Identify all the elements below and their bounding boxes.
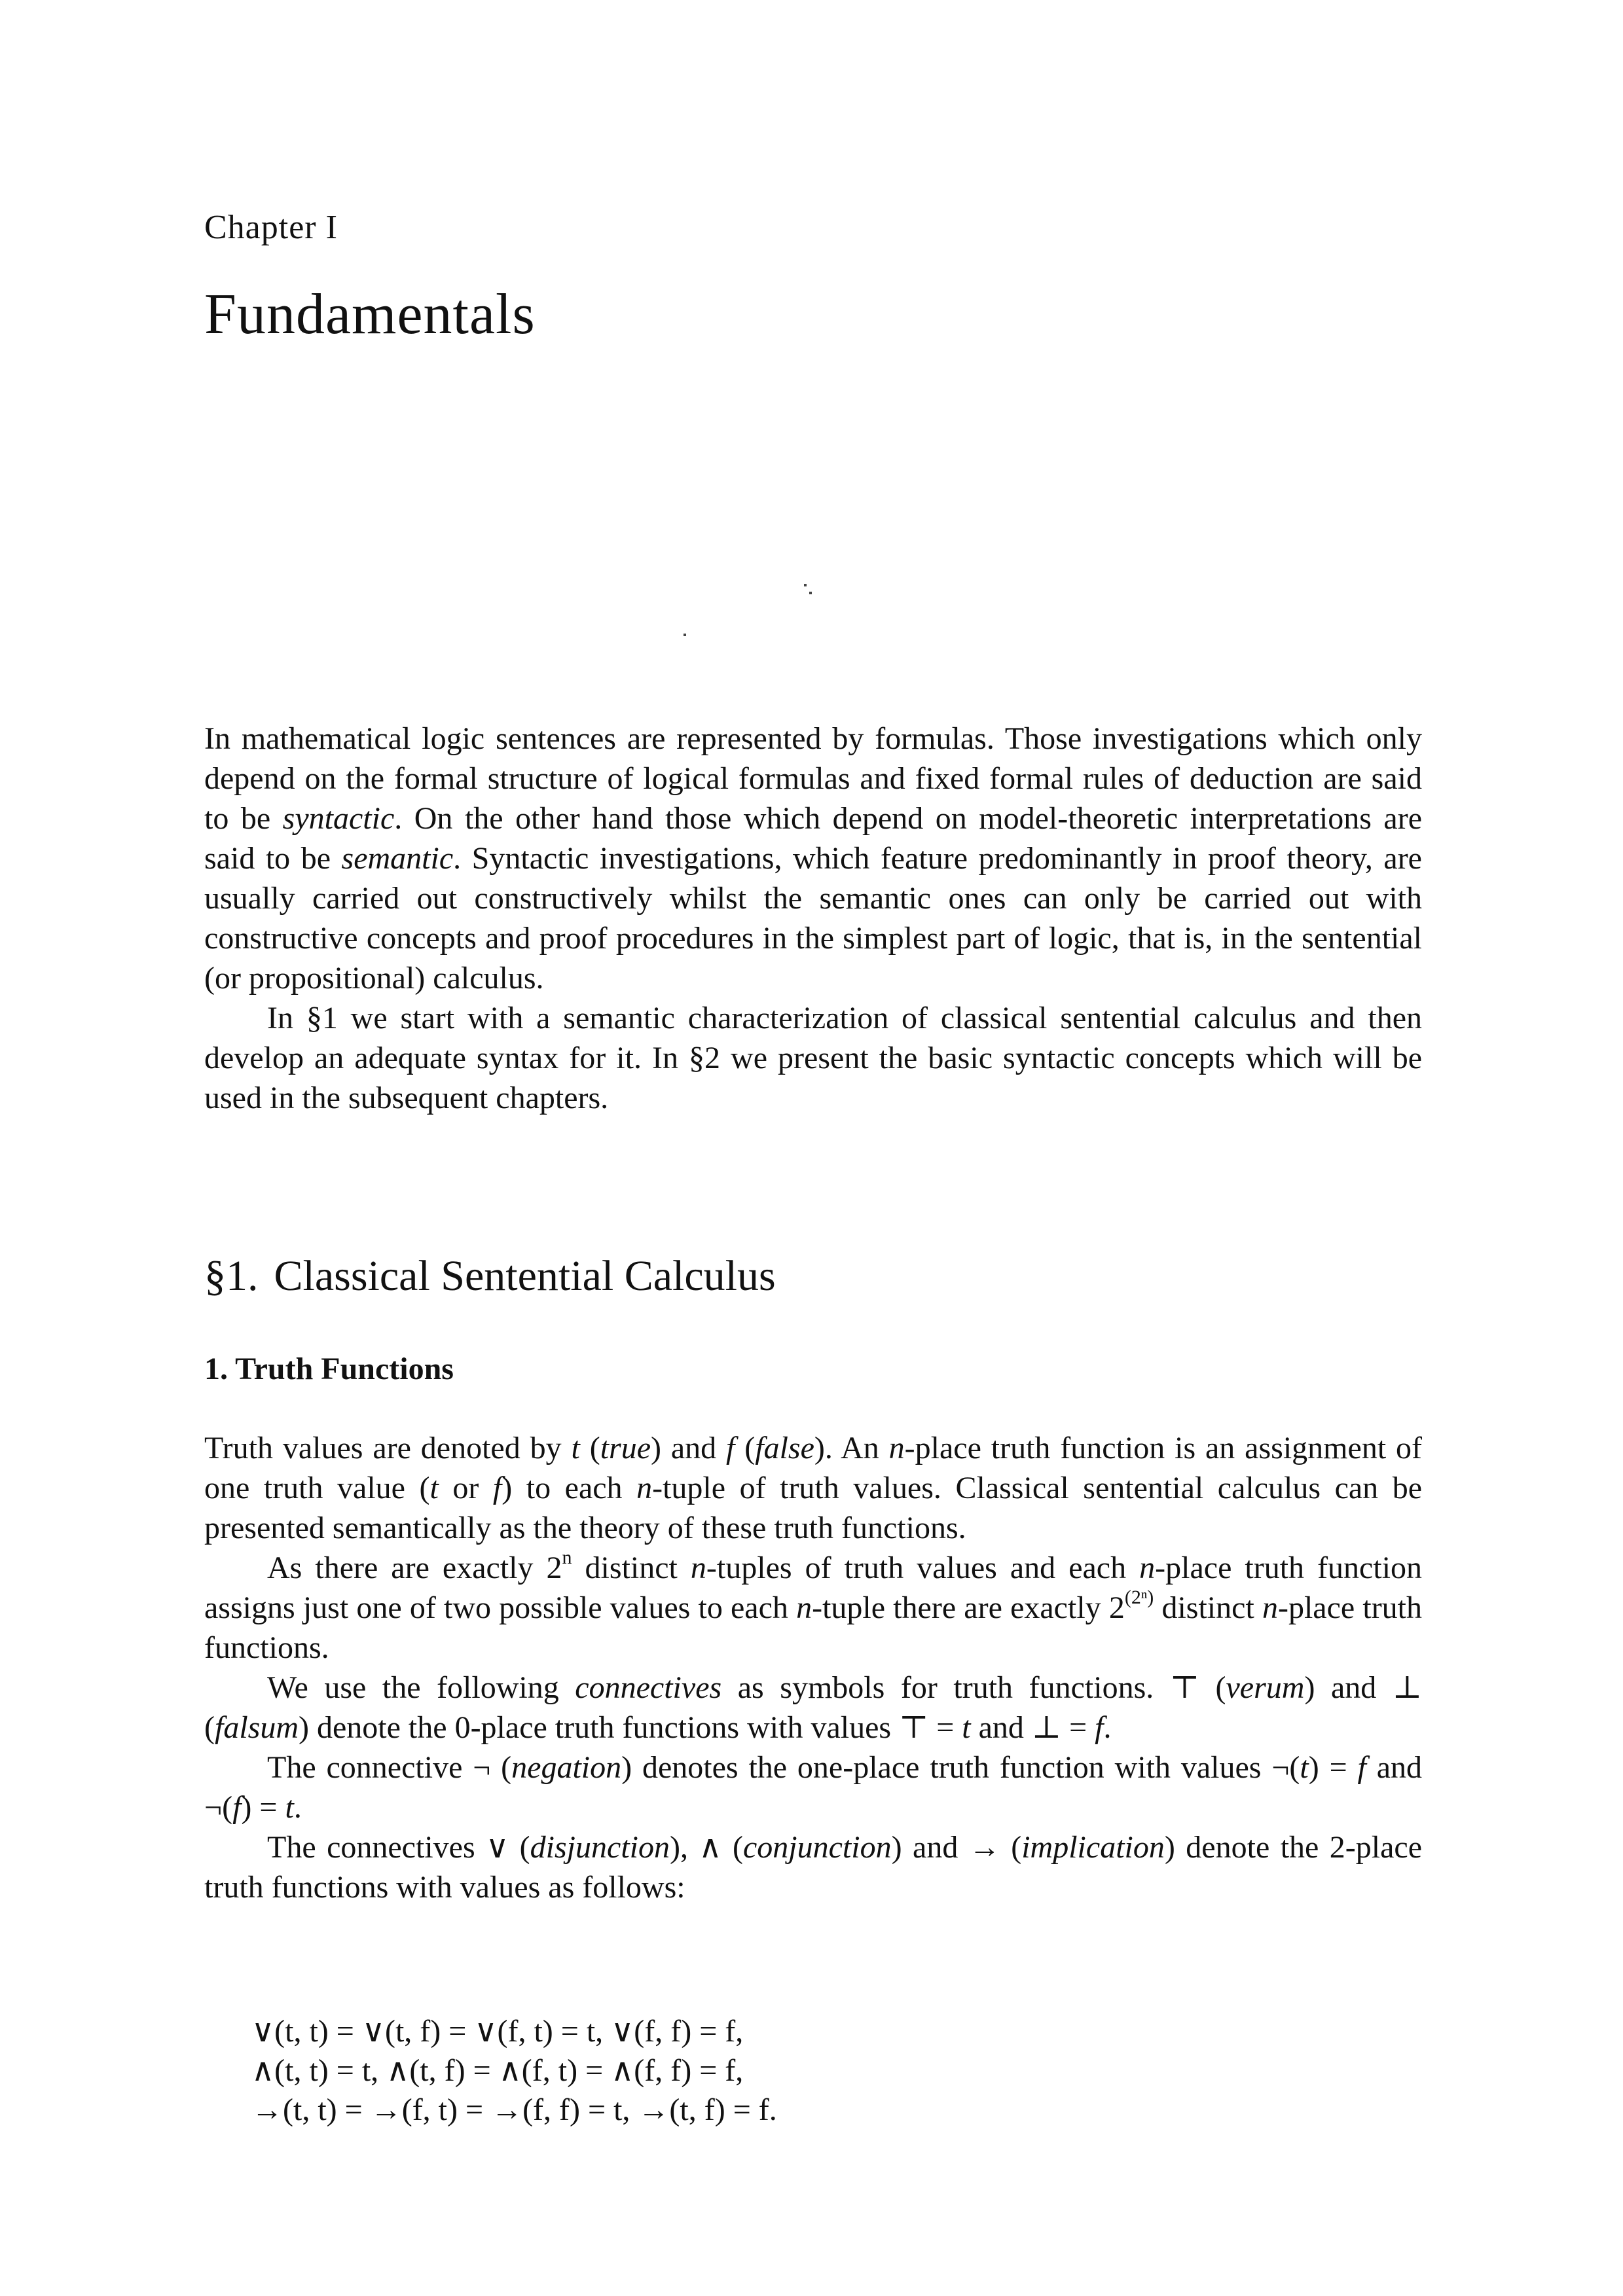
subsection-heading (204, 1351, 454, 1387)
truth-paragraph-1: Truth values are denoted by t (true) and f (false). An n-place truth function is an assignment of one truth value (t or f) to each n-tuple of truth values. Classical sentential calculus can be presented semantically as the theory of these truth functions. (204, 1431, 1423, 1545)
truth-paragraph-3: We use the following connectives as symbols for truth functions. ⊤ (verum) and ⊥ (falsum) denote the 0-place truth functions with values ⊤ = t and ⊥ = f. (204, 1670, 1423, 1745)
equation-implication: →(t, t) = →(f, t) = →(f, f) = t, →(t, f) = f. (251, 2092, 777, 2127)
intro-paragraph-2: In §1 we start with a semantic characterization of classical sentential calculus and then develop an adequate syntax for it. In §2 we present the basic syntactic concepts which will be used in the subsequent chapters. (204, 1001, 1422, 1115)
truth-paragraph-2: As there are exactly 2$^n$ distinct n-tuples of truth values and each n-place truth function assigns just one of two possible values to each n-tuple there are exactly $2^{(2^n)}$ distinct n-place truth functions. (204, 1547, 1423, 1665)
subsection-title: Truth Functions (235, 1352, 454, 1386)
equations-block (251, 2012, 777, 2130)
truth-paragraph-5: The connectives ∨ (disjunction), ∧ (conjunction) and → (implication) denote the 2-place truth functions with values as follows: (204, 1830, 1423, 1905)
section-heading (204, 1251, 776, 1301)
scan-speck (804, 584, 807, 586)
intro-text (204, 719, 1422, 1118)
subsection-number: 1. (204, 1352, 228, 1386)
intro-paragraph-1: In mathematical logic sentences are represented by formulas. Those investigations which only depend on the formal structure of logical formulas and fixed formal rules of deduction are said to be syntactic. On the other hand those which depend on model-theoretic interpretations are said to be semantic. Syntactic investigations, which feature predominantly in proof theory, are usually carried out constructively whilst the semantic ones can only be carried out with constructive concepts and proof procedures in the simplest part of logic, that is, in the sentential (or propositional) calculus. (204, 721, 1423, 996)
chapter-label: Chapter I (204, 209, 338, 246)
section-title: Classical Sentential Calculus (274, 1252, 776, 1300)
scan-speck (809, 592, 812, 594)
truth-functions-text (204, 1428, 1422, 1907)
truth-paragraph-4: The connective ¬ (negation) denotes the one-place truth function with values ¬(t) = f and ¬(f) = t. (204, 1750, 1423, 1825)
equation-conjunction: ∧(t, t) = t, ∧(t, f) = ∧(f, t) = ∧(f, f) = f, (251, 2053, 744, 2088)
section-number: §1. (204, 1252, 259, 1300)
equation-disjunction: ∨(t, t) = ∨(t, f) = ∨(f, t) = t, ∨(f, f) = f, (251, 2014, 744, 2049)
scan-speck (684, 634, 686, 636)
chapter-title: Fundamentals (204, 283, 536, 346)
